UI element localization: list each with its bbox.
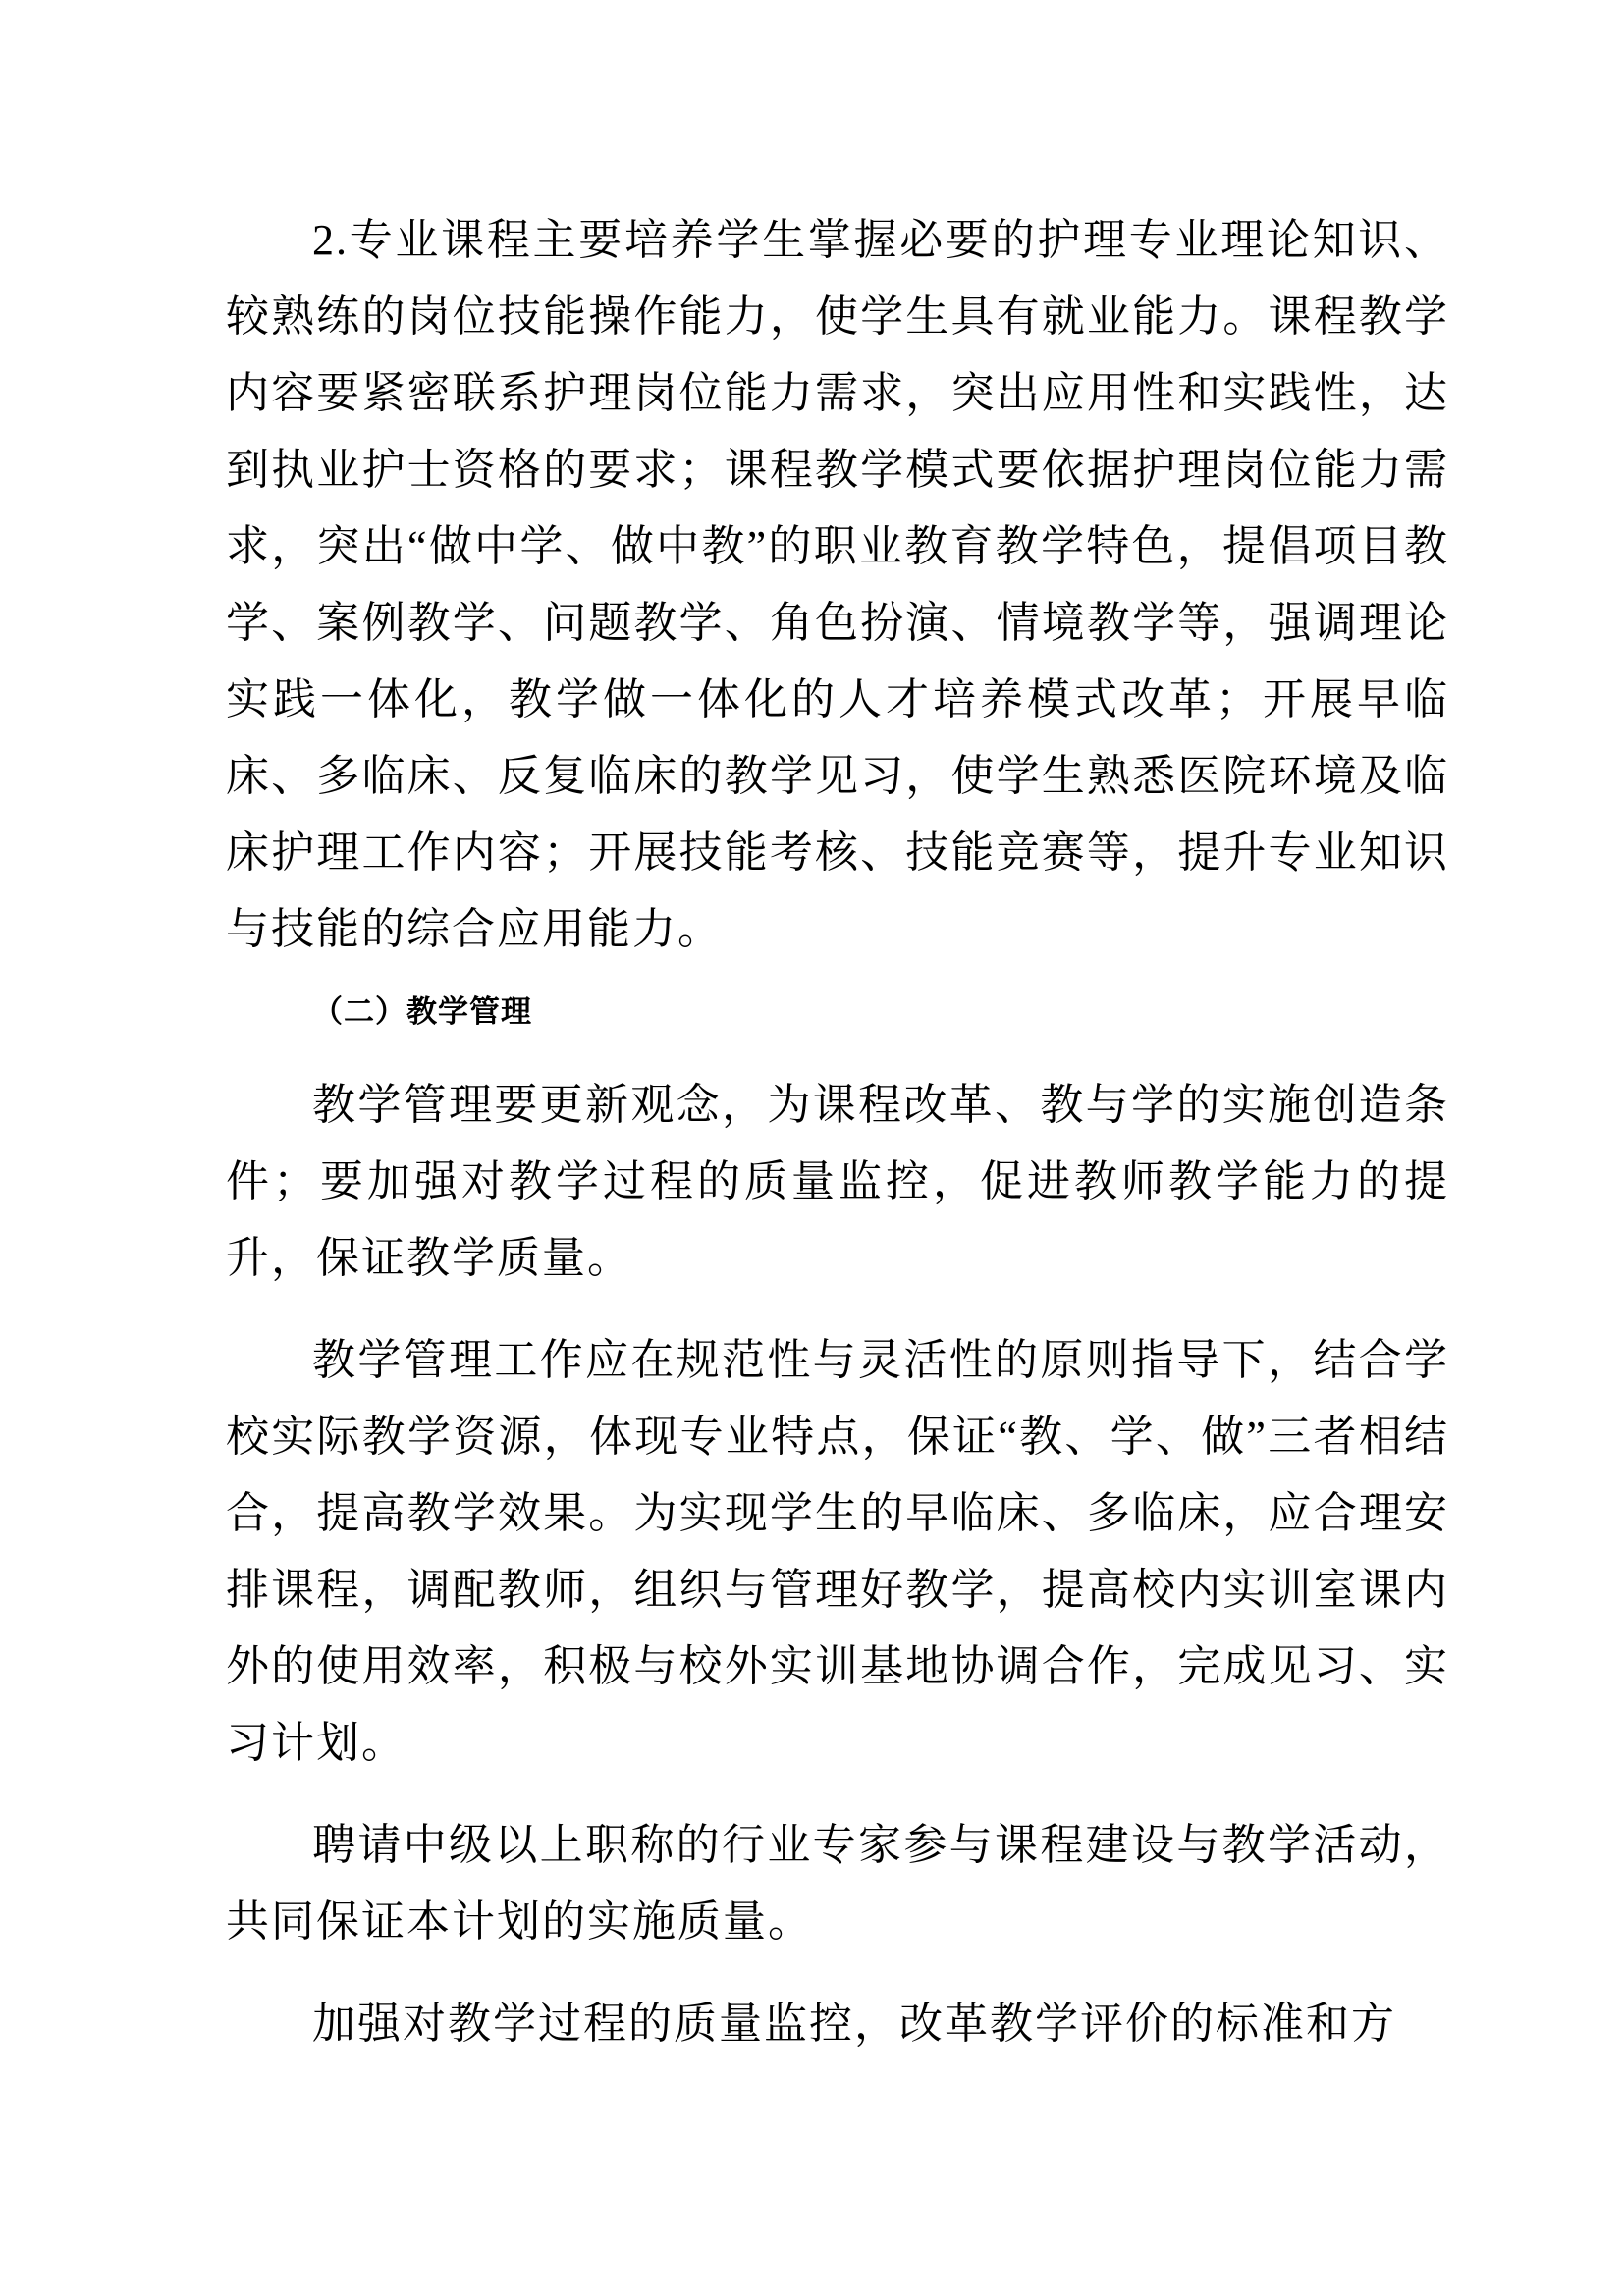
paragraph-update-concepts: 教学管理要更新观念，为课程改革、教与学的实施创造条件；要加强对教学过程的质量监控，促进教师教学能力的提升，保证教学质量。 [226, 1081, 1449, 1282]
paragraph-management-principles: 教学管理工作应在规范性与灵活性的原则指导下，结合学校实际教学资源，体现专业特点，保证“教、学、做”三者相结合，提高教学效果。为实现学生的早临床、多临床，应合理安排课程，调配教师，组织与管理好教学，提高校内实训室课内外的使用效率，积极与校外实训基地协调合作，完成见习、实习计划。 [226, 1336, 1449, 1767]
paragraph-industry-experts: 聘请中级以上职称的行业专家参与课程建设与教学活动，共同保证本计划的实施质量。 [226, 1821, 1449, 1946]
paragraph-quality-monitoring: 加强对教学过程的质量监控，改革教学评价的标准和方 [312, 2000, 1396, 2048]
paragraph-specialized-courses: 2.专业课程主要培养学生掌握必要的护理专业理论知识、较熟练的岗位技能操作能力，使学生具有就业能力。课程教学内容要紧密联系护理岗位能力需求，突出应用性和实践性，达到执业护士资格的要求；课程教学模式要依据护理岗位能力需求，突出“做中学、做中教”的职业教育教学特色，提倡项目教学、案例教学、问题教学、角色扮演、情境教学等，强调理论实践一体化，教学做一体化的人才培养模式改革；开展早临床、多临床、反复临床的教学见习，使学生熟悉医院环境及临床护理工作内容；开展技能考核、技能竞赛等，提升专业知识与技能的综合应用能力。 [226, 216, 1449, 953]
section-heading-teaching-management: （二）教学管理 [312, 994, 532, 1029]
